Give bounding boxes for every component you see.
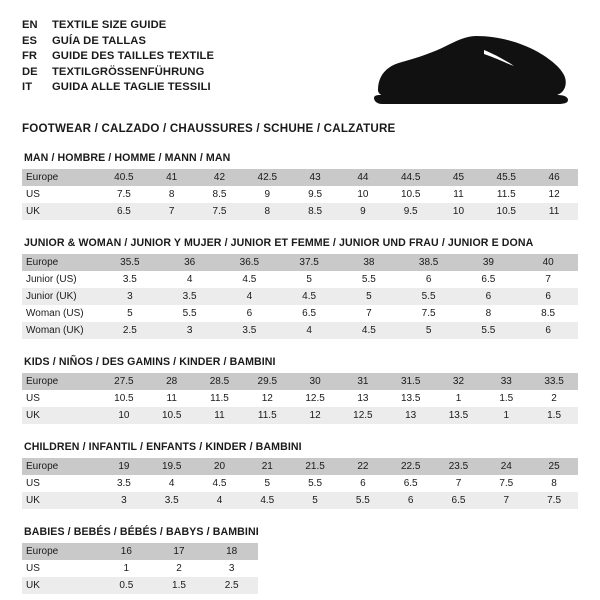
table-row	[22, 390, 578, 407]
size-section-children	[22, 441, 578, 509]
size-cell: 3.5	[160, 288, 220, 305]
row-label: US	[22, 390, 100, 407]
section-title: JUNIOR & WOMAN / JUNIOR Y MUJER / JUNIOR ET FEMME / JUNIOR UND FRAU / JUNIOR E DONA	[24, 237, 534, 249]
table-row	[22, 305, 578, 322]
size-cell: 27.5	[100, 373, 148, 390]
size-cell: 8.5	[196, 186, 244, 203]
size-cell: 5	[339, 288, 399, 305]
size-cell: 6	[399, 271, 459, 288]
row-label: Europe	[22, 373, 100, 390]
size-cell: 7	[518, 271, 578, 288]
row-label: Europe	[22, 169, 100, 186]
size-cell: 9.5	[291, 186, 339, 203]
size-cell: 3	[160, 322, 220, 339]
size-cell: 13	[339, 390, 387, 407]
size-cell: 12	[530, 186, 578, 203]
size-cell: 33.5	[530, 373, 578, 390]
language-code: ES	[22, 34, 38, 47]
table-row	[22, 254, 578, 271]
row-label: Europe	[22, 543, 100, 560]
size-cell: 3	[205, 560, 258, 577]
size-cell: 7	[482, 492, 530, 509]
row-label: UK	[22, 203, 100, 220]
size-cell: 10.5	[387, 186, 435, 203]
size-cell: 3.5	[220, 322, 280, 339]
row-label: Junior (US)	[22, 271, 100, 288]
language-row	[22, 80, 362, 96]
size-cell: 10	[100, 407, 148, 424]
size-cell: 25	[530, 458, 578, 475]
header	[22, 18, 578, 106]
size-cell: 38	[339, 254, 399, 271]
size-cell: 8.5	[291, 203, 339, 220]
size-cell: 11.5	[196, 390, 244, 407]
size-cell: 11	[530, 203, 578, 220]
size-cell: 6.5	[459, 271, 519, 288]
size-cell: 6	[518, 288, 578, 305]
size-cell: 1.5	[530, 407, 578, 424]
size-cell: 10.5	[482, 203, 530, 220]
size-cell: 5.5	[399, 288, 459, 305]
size-cell: 1	[100, 560, 153, 577]
table-row	[22, 458, 578, 475]
size-cell: 30	[291, 373, 339, 390]
table-row	[22, 475, 578, 492]
size-cell: 9.5	[387, 203, 435, 220]
size-cell: 40.5	[100, 169, 148, 186]
language-code: FR	[22, 50, 38, 62]
size-table	[22, 543, 258, 594]
table-row	[22, 169, 578, 186]
size-table	[22, 169, 578, 220]
size-cell: 44.5	[387, 169, 435, 186]
size-cell: 21.5	[291, 458, 339, 475]
language-code: EN	[22, 19, 38, 31]
size-cell: 20	[196, 458, 244, 475]
size-cell: 45	[435, 169, 483, 186]
section-title: BABIES / BEBÉS / BÉBÉS / BABYS / BAMBINI	[24, 526, 259, 538]
row-label: Europe	[22, 254, 100, 271]
section-title: CHILDREN / INFANTIL / ENFANTS / KINDER / BAMBINI	[24, 441, 302, 453]
size-cell: 36	[160, 254, 220, 271]
size-cell: 7.5	[196, 203, 244, 220]
table-row	[22, 407, 578, 424]
size-cell: 41	[148, 169, 196, 186]
language-title: TEXTILE SIZE GUIDE	[52, 19, 167, 31]
dress-shoe-icon	[372, 30, 572, 110]
row-label: US	[22, 186, 100, 203]
row-label: Woman (US)	[22, 305, 100, 322]
size-cell: 8	[148, 186, 196, 203]
size-cell: 4.5	[279, 288, 339, 305]
language-title-list	[22, 18, 362, 96]
language-row	[22, 49, 362, 65]
size-cell: 21	[243, 458, 291, 475]
size-cell: 11	[196, 407, 244, 424]
size-cell: 5	[100, 305, 160, 322]
table-row	[22, 543, 258, 560]
size-cell: 5	[279, 271, 339, 288]
size-cell: 10.5	[148, 407, 196, 424]
category-line: FOOTWEAR / CALZADO / CHAUSSURES / SCHUHE / CALZATURE	[22, 122, 396, 135]
size-cell: 9	[339, 203, 387, 220]
table-row	[22, 186, 578, 203]
size-cell: 7	[148, 203, 196, 220]
table-row	[22, 492, 578, 509]
table-row	[22, 288, 578, 305]
size-cell: 28.5	[196, 373, 244, 390]
size-cell: 6.5	[387, 475, 435, 492]
size-cell: 16	[100, 543, 153, 560]
size-cell: 7.5	[399, 305, 459, 322]
size-cell: 39	[459, 254, 519, 271]
size-cell: 46	[530, 169, 578, 186]
row-label: Junior (UK)	[22, 288, 100, 305]
size-cell: 12.5	[291, 390, 339, 407]
size-cell: 4.5	[243, 492, 291, 509]
size-cell: 2.5	[205, 577, 258, 594]
table-row	[22, 577, 258, 594]
size-cell: 40	[518, 254, 578, 271]
size-cell: 7	[435, 475, 483, 492]
size-cell: 36.5	[220, 254, 280, 271]
row-label: UK	[22, 492, 100, 509]
size-cell: 12	[243, 390, 291, 407]
size-cell: 7.5	[482, 475, 530, 492]
row-label: US	[22, 560, 100, 577]
size-cell: 10.5	[100, 390, 148, 407]
size-cell: 32	[435, 373, 483, 390]
size-table	[22, 458, 578, 509]
size-table	[22, 254, 578, 339]
size-cell: 3.5	[100, 271, 160, 288]
size-section-junior-woman	[22, 237, 578, 339]
size-cell: 4.5	[220, 271, 280, 288]
language-title: GUIDA ALLE TAGLIE TESSILI	[52, 81, 211, 93]
size-cell: 5	[291, 492, 339, 509]
size-cell: 8.5	[518, 305, 578, 322]
size-cell: 31.5	[387, 373, 435, 390]
size-cell: 17	[153, 543, 206, 560]
size-section-man	[22, 152, 578, 220]
size-cell: 5.5	[339, 492, 387, 509]
size-cell: 22	[339, 458, 387, 475]
size-cell: 11	[435, 186, 483, 203]
size-section-kids	[22, 356, 578, 424]
size-cell: 4	[196, 492, 244, 509]
size-cell: 2	[153, 560, 206, 577]
size-cell: 6	[387, 492, 435, 509]
size-cell: 8	[530, 475, 578, 492]
size-section-babies	[22, 526, 578, 594]
size-cell: 29.5	[243, 373, 291, 390]
size-cell: 4	[160, 271, 220, 288]
size-cell: 1	[435, 390, 483, 407]
section-title: MAN / HOMBRE / HOMME / MANN / MAN	[24, 152, 231, 164]
size-cell: 3	[100, 492, 148, 509]
table-row	[22, 560, 258, 577]
size-cell: 11	[148, 390, 196, 407]
size-cell: 43	[291, 169, 339, 186]
size-cell: 0.5	[100, 577, 153, 594]
size-cell: 33	[482, 373, 530, 390]
size-cell: 1.5	[153, 577, 206, 594]
size-cell: 6	[339, 475, 387, 492]
size-cell: 8	[459, 305, 519, 322]
size-cell: 18	[205, 543, 258, 560]
size-table	[22, 373, 578, 424]
size-cell: 12.5	[339, 407, 387, 424]
size-cell: 3.5	[148, 492, 196, 509]
size-cell: 10	[435, 203, 483, 220]
size-cell: 5.5	[339, 271, 399, 288]
size-cell: 13.5	[435, 407, 483, 424]
section-title: KIDS / NIÑOS / DES GAMINS / KINDER / BAMBINI	[24, 356, 276, 368]
table-row	[22, 271, 578, 288]
size-cell: 4.5	[196, 475, 244, 492]
size-cell: 31	[339, 373, 387, 390]
size-cell: 37.5	[279, 254, 339, 271]
size-cell: 28	[148, 373, 196, 390]
size-cell: 6.5	[435, 492, 483, 509]
size-cell: 3	[100, 288, 160, 305]
size-cell: 4.5	[339, 322, 399, 339]
size-cell: 8	[243, 203, 291, 220]
size-cell: 38.5	[399, 254, 459, 271]
size-cell: 19.5	[148, 458, 196, 475]
language-row	[22, 18, 362, 34]
size-cell: 22.5	[387, 458, 435, 475]
size-cell: 44	[339, 169, 387, 186]
size-cell: 4	[279, 322, 339, 339]
size-cell: 3.5	[100, 475, 148, 492]
size-cell: 5.5	[459, 322, 519, 339]
size-cell: 5.5	[291, 475, 339, 492]
size-cell: 1.5	[482, 390, 530, 407]
size-cell: 19	[100, 458, 148, 475]
size-cell: 5	[243, 475, 291, 492]
size-cell: 7.5	[530, 492, 578, 509]
size-cell: 5	[399, 322, 459, 339]
language-code: DE	[22, 65, 38, 78]
size-cell: 42	[196, 169, 244, 186]
size-cell: 7	[339, 305, 399, 322]
size-cell: 6	[220, 305, 280, 322]
table-row	[22, 373, 578, 390]
size-cell: 13.5	[387, 390, 435, 407]
size-cell: 11.5	[482, 186, 530, 203]
size-cell: 2.5	[100, 322, 160, 339]
size-tables	[22, 152, 578, 594]
size-cell: 6.5	[100, 203, 148, 220]
language-row	[22, 65, 362, 81]
size-cell: 9	[243, 186, 291, 203]
size-cell: 7.5	[100, 186, 148, 203]
size-cell: 23.5	[435, 458, 483, 475]
language-title: GUIDE DES TAILLES TEXTILE	[52, 50, 215, 62]
row-label: UK	[22, 577, 100, 594]
size-cell: 6	[459, 288, 519, 305]
size-cell: 5.5	[160, 305, 220, 322]
size-cell: 13	[387, 407, 435, 424]
size-cell: 6.5	[279, 305, 339, 322]
size-cell: 6	[518, 322, 578, 339]
language-row	[22, 34, 362, 50]
row-label: US	[22, 475, 100, 492]
size-cell: 45.5	[482, 169, 530, 186]
table-row	[22, 203, 578, 220]
language-title: TEXTILGRÖSSENFÜHRUNG	[52, 65, 205, 78]
size-cell: 10	[339, 186, 387, 203]
size-cell: 42.5	[243, 169, 291, 186]
size-cell: 2	[530, 390, 578, 407]
size-cell: 35.5	[100, 254, 160, 271]
row-label: Woman (UK)	[22, 322, 100, 339]
size-cell: 4	[220, 288, 280, 305]
row-label: Europe	[22, 458, 100, 475]
table-row	[22, 322, 578, 339]
size-cell: 1	[482, 407, 530, 424]
language-code: IT	[22, 81, 33, 93]
language-title: GUÍA DE TALLAS	[52, 34, 147, 47]
size-cell: 11.5	[243, 407, 291, 424]
size-cell: 12	[291, 407, 339, 424]
row-label: UK	[22, 407, 100, 424]
size-cell: 24	[482, 458, 530, 475]
size-cell: 4	[148, 475, 196, 492]
